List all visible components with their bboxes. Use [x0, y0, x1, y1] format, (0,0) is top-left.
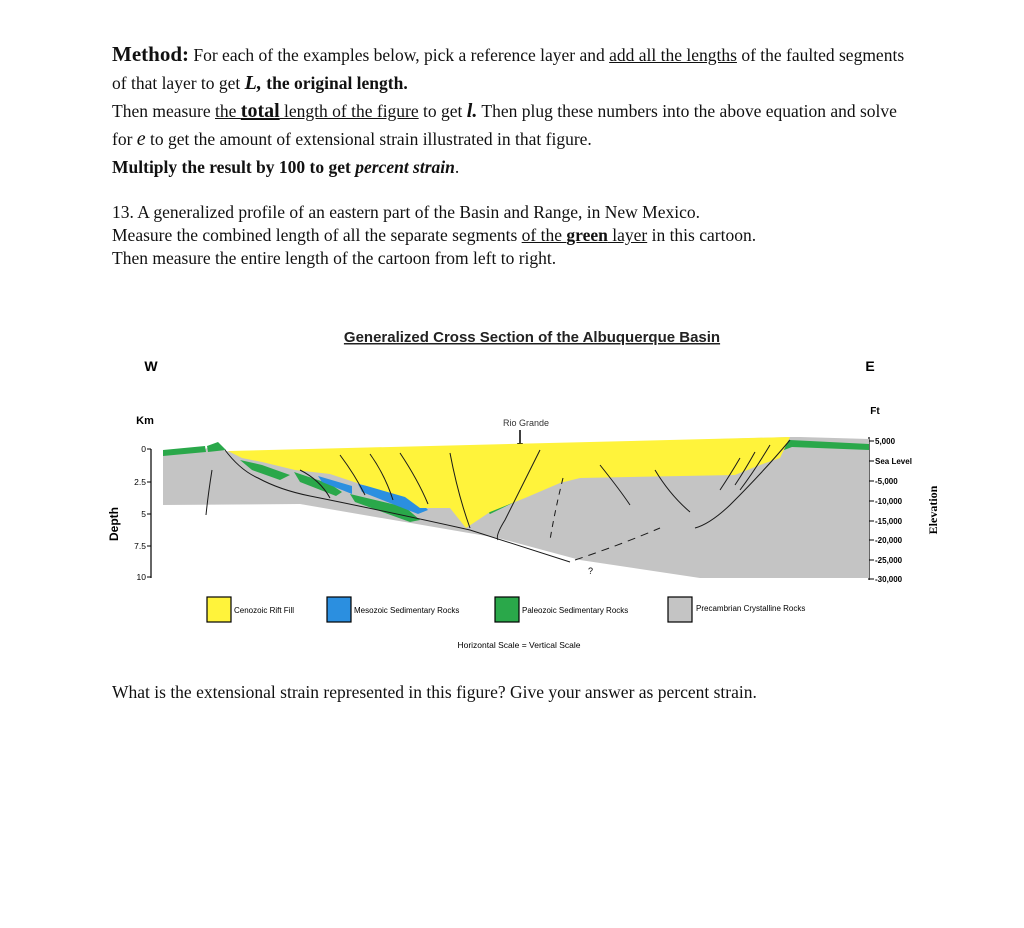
- strain-question: What is the extensional strain represented in this figure? Give your answer as percent strain.: [112, 682, 757, 702]
- ft-tick: -15,000: [875, 517, 903, 526]
- ft-tick: -5,000: [875, 477, 898, 486]
- depth-axis-label: Depth: [107, 507, 121, 541]
- figure-title: Generalized Cross Section of the Albuquerque Basin: [343, 329, 721, 346]
- legend-swatch: [327, 597, 351, 622]
- legend-swatch: [495, 597, 519, 622]
- cross-section-figure: [0, 300, 1024, 660]
- km-tick: 0: [141, 444, 146, 454]
- rio-grande-label: Rio Grande: [502, 418, 550, 428]
- unknown-fault-mark: ?: [588, 566, 594, 576]
- ft-tick: -20,000: [875, 536, 903, 545]
- km-tick: 10: [136, 572, 146, 582]
- legend-label: Cenozoic Rift Fill: [234, 606, 295, 615]
- cross-section-drawing: [163, 437, 869, 578]
- question-13: 13. A generalized profile of an eastern part of the Basin and Range, in New Mexico. Measure the combined length of all the separate segments of the green layer in this cartoon. Then measure the entire length of the cartoon from left to right.: [112, 202, 757, 268]
- km-tick: 2.5: [134, 477, 146, 487]
- legend-label: Precambrian Crystalline Rocks: [696, 604, 806, 613]
- legend-swatch: [207, 597, 231, 622]
- ft-tick: Sea Level: [875, 457, 912, 466]
- legend-swatch: [668, 597, 692, 622]
- km-tick: 7.5: [134, 541, 146, 551]
- method-paragraph: Method: For each of the examples below, pick a reference layer and add all the lengths of the faulted segments of that layer to get L, the original length. Then measure the total length of the figure to get l. Then plug these numbers into the above equation and solve for e to get the amount of extensional strain illustrated in that figure. Multiply the result by 100 to get percent strain.: [112, 42, 905, 177]
- east-label: E: [865, 358, 875, 374]
- method-heading: Method:: [112, 42, 189, 66]
- legend-label: Mesozoic Sedimentary Rocks: [354, 606, 460, 615]
- ft-tick: -30,000: [875, 575, 903, 584]
- scale-note: Horizontal Scale = Vertical Scale: [457, 640, 581, 650]
- km-label: Km: [136, 415, 154, 427]
- elevation-axis-label: Elevation: [926, 485, 940, 535]
- west-label: W: [144, 358, 158, 374]
- legend: [207, 597, 805, 622]
- ft-tick: 5,000: [875, 437, 896, 446]
- km-tick: 5: [141, 509, 146, 519]
- legend-label: Paleozoic Sedimentary Rocks: [522, 606, 629, 615]
- ft-tick: -10,000: [875, 497, 903, 506]
- ft-tick: -25,000: [875, 556, 903, 565]
- ft-label: Ft: [870, 406, 880, 417]
